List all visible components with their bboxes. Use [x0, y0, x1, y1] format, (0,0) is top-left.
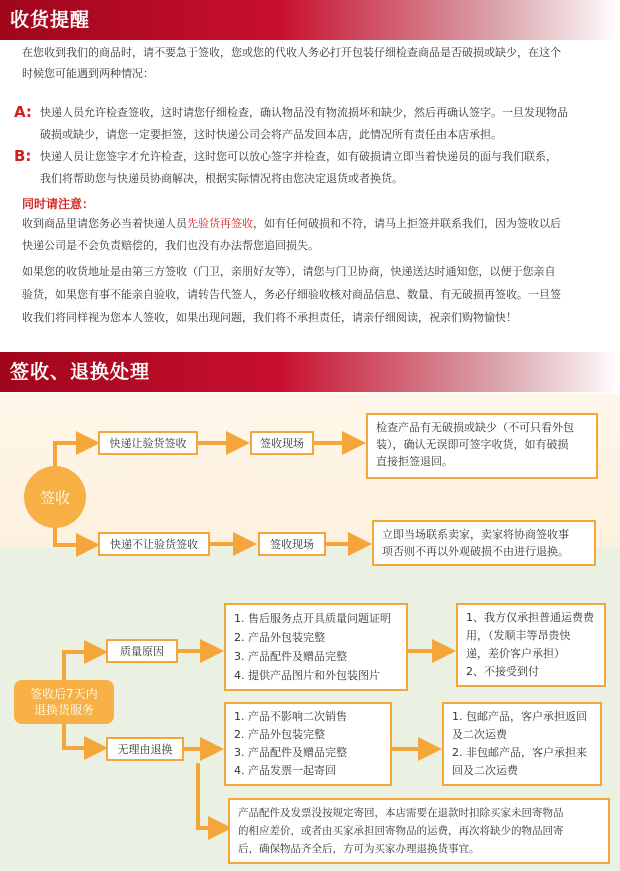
row1-result-line: 检查产品有无破损或缺少（不可只看外包 [376, 421, 574, 434]
note2-line: 验货，如果您有事不能亲自验收，请转告代签人，务必仔细验收核对商品信息、数量、有无破损再签收。一旦签 [22, 288, 561, 301]
note-title: 同时请注意： [22, 197, 95, 211]
quality-condition: 2. 产品外包装完整 [234, 631, 325, 644]
no-reason-condition: 3. 产品配件及赠品完整 [234, 746, 347, 759]
no-reason-label: 无理由退换 [106, 737, 184, 761]
no-reason-condition: 1. 产品不影响二次销售 [234, 710, 347, 723]
no-reason-result-line: 2. 非包邮产品，客户承担来 [452, 746, 587, 759]
after-sale-line: 退换货服务 [33, 703, 94, 717]
note1-post: ，如有任何破损和不符，请马上拒签并联系我们，因为签收以后 [253, 217, 561, 230]
step-inspect-sign: 快递让验货签收 [98, 431, 198, 455]
step-no-inspect-sign: 快递不让验货签收 [98, 532, 210, 556]
case-b-letter: B: [14, 147, 32, 165]
note1-line: 快递公司是不会负责赔偿的，我们也没有办法帮您追回损失。 [22, 239, 319, 252]
case-a-line: 破损或缺少，请您一定要拒签，这时快递公司会将产品发回本店，此情况所有责任由本店承担。 [40, 128, 502, 141]
arrow-down-note [198, 763, 220, 828]
case-a-letter: A: [14, 103, 32, 121]
bottom-note [228, 798, 610, 864]
quality-result-line: 用，（发顺丰等昂贵快 [466, 629, 571, 642]
quality-result-line: 递，差价客户承担） [466, 647, 565, 660]
quality-result [456, 603, 606, 687]
row2-result-line: 项否则不再以外观破损不由进行退换。 [382, 545, 569, 558]
note2-line: 收我们将同样视为您本人签收，如果出现问题，我们将不承担责任，请亲仔细阅读，祝亲们购物愉快！ [22, 311, 517, 324]
case-a-line: 快递人员允许检查签收，这时请您仔细检查，确认物品没有物流损坏和缺少，然后再确认签字。一旦发现物品 [40, 106, 568, 119]
quality-condition: 3. 产品配件及赠品完整 [234, 650, 347, 663]
quality-condition: 4. 提供产品图片和外包装图片 [234, 669, 380, 682]
case-b-line: 快递人员让您签字才允许检查，这时您可以放心签字并检查，如有破损请立即当着快递员的面与我们联系， [40, 150, 557, 163]
row1-result-line: 直接拒签退回。 [376, 455, 453, 468]
row1-result-line: 装），确认无误即可签字收货，如有破损 [376, 438, 569, 451]
bottom-note-line: 的相应差价，或者由买家承担回寄物品的运费，再次将缺少的物品回寄 [238, 825, 564, 837]
no-reason-result [442, 702, 602, 786]
intro-line: 在您收到我们的商品时，请不要急于签收，您或您的代收人务必打开包装仔细检查商品是否破损或缺少，在这个 [22, 46, 561, 59]
no-reason-result-line: 1. 包邮产品，客户承担返回 [452, 710, 587, 723]
quality-reason-label: 质量原因 [106, 639, 178, 663]
sign-circle: 签收 [24, 466, 86, 528]
case-b-line: 我们将帮助您与快递员协商解决，根据实际情况将由您决定退货或者换货。 [40, 172, 403, 185]
branch-line-after [64, 652, 96, 680]
intro-line: 时候您可能遇到两种情况： [22, 67, 154, 80]
after-sale-box [14, 680, 114, 724]
quality-condition: 1. 售后服务点开具质量问题证明 [234, 612, 391, 625]
quality-conditions [224, 603, 408, 691]
note1-highlight: 先验货再签收 [187, 217, 253, 230]
no-reason-result-line: 回及二次运费 [452, 764, 518, 777]
bottom-note-line: 后，确保物品齐全后，方可为买家办理退换货事宜。 [238, 843, 480, 855]
branch-line-after [64, 724, 96, 748]
no-reason-conditions [224, 702, 392, 786]
step-sign-site: 签收现场 [258, 532, 326, 556]
step-sign-site: 签收现场 [250, 431, 314, 455]
after-sale-line: 签收后7天内 [30, 687, 98, 701]
note2-line: 如果您的收货地址是由第三方签收（门卫，亲朋好友等），请您与门卫协商，快递送达时通知您，以便于您亲自 [22, 265, 556, 278]
row2-result [372, 520, 596, 566]
no-reason-condition: 4. 产品发票一起寄回 [234, 764, 336, 777]
section-title: 签收、退换处理 [10, 361, 151, 383]
quality-result-line: 1、我方仅承担普通运费费 [466, 611, 594, 624]
branch-line-sign [55, 443, 88, 466]
row2-result-line: 立即当场联系卖家，卖家将协商签收事 [382, 528, 569, 541]
branch-line-sign [55, 528, 88, 545]
no-reason-result-line: 及二次运费 [452, 728, 507, 741]
note1-pre: 收到商品里请您务必当着快递人员 [22, 217, 187, 230]
no-reason-condition: 2. 产品外包装完整 [234, 728, 325, 741]
row1-result [366, 413, 598, 479]
section-title: 收货提醒 [10, 9, 91, 31]
bottom-note-line: 产品配件及发票没按规定寄回，本店需要在退款时扣除买家未回寄物品 [238, 807, 564, 819]
quality-result-line: 2、不接受到付 [466, 665, 539, 678]
